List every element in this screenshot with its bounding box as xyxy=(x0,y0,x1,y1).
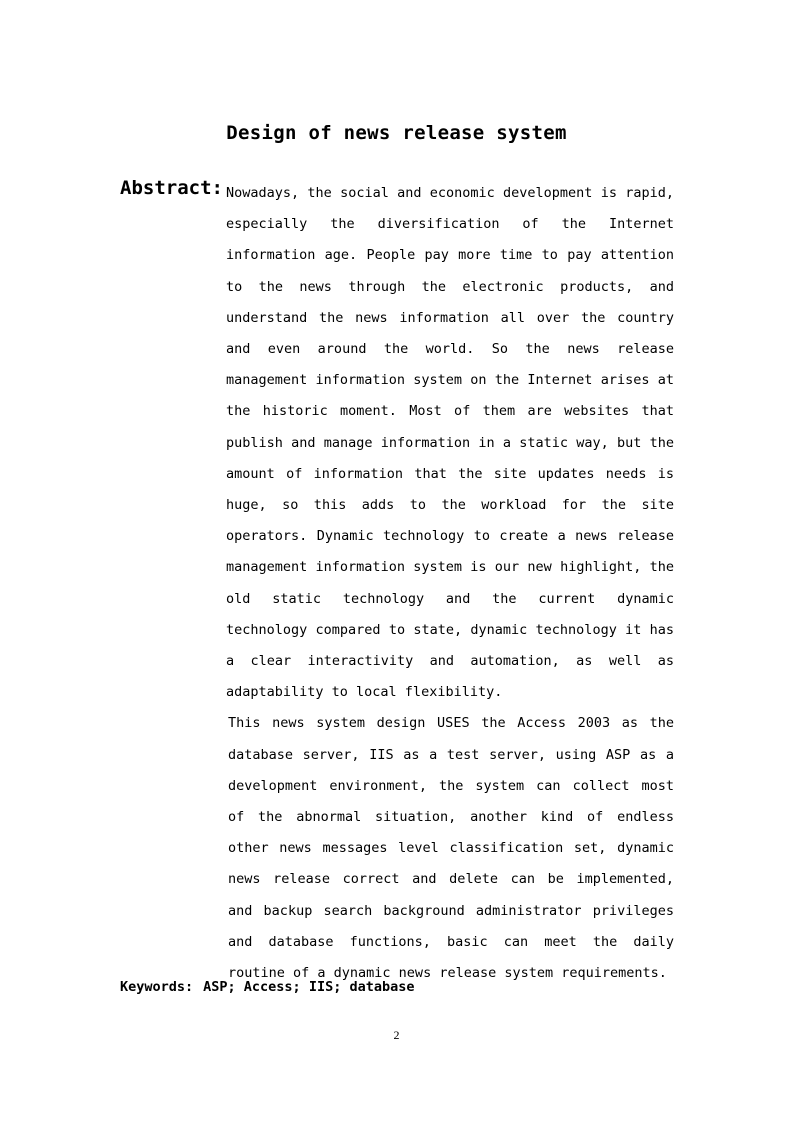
abstract-paragraph-1: Nowadays, the social and economic development is rapid, especially the diversification of the Internet information age. People pay more time to pay attention to the news through the electronic products, and understand the news information all over the country and even around the world. So the news release management information system on the Internet arises at the historic moment. Most of them are websites that publish and manage information in a static way, but the amount of information that the site updates needs is huge, so this adds to the workload for the site operators. Dynamic technology to create a news release management information system is our new highlight, the old static technology and the current dynamic technology compared to state, dynamic technology it has a clear interactivity and automation, as well as adaptability to local flexibility. xyxy=(226,185,674,701)
page-number: 2 xyxy=(393,1028,400,1042)
abstract-body xyxy=(226,178,674,989)
keywords-line xyxy=(120,979,414,995)
keywords-value: ASP; Access; IIS; database xyxy=(203,979,415,995)
keywords-label: Keywords: xyxy=(120,979,194,995)
abstract-label: Abstract: xyxy=(120,177,223,199)
abstract-paragraph-2: This news system design USES the Access 2003 as the database server, IIS as a test server, using ASP as a development environment, the system can collect most of the abnormal situation, another kind of endless other news messages level classification set, dynamic news release correct and delete can be implemented, and backup search background administrator privileges and database functions, basic can meet the daily routine of a dynamic news release system requirements. xyxy=(228,715,674,982)
paper-title: Design of news release system xyxy=(226,121,567,144)
